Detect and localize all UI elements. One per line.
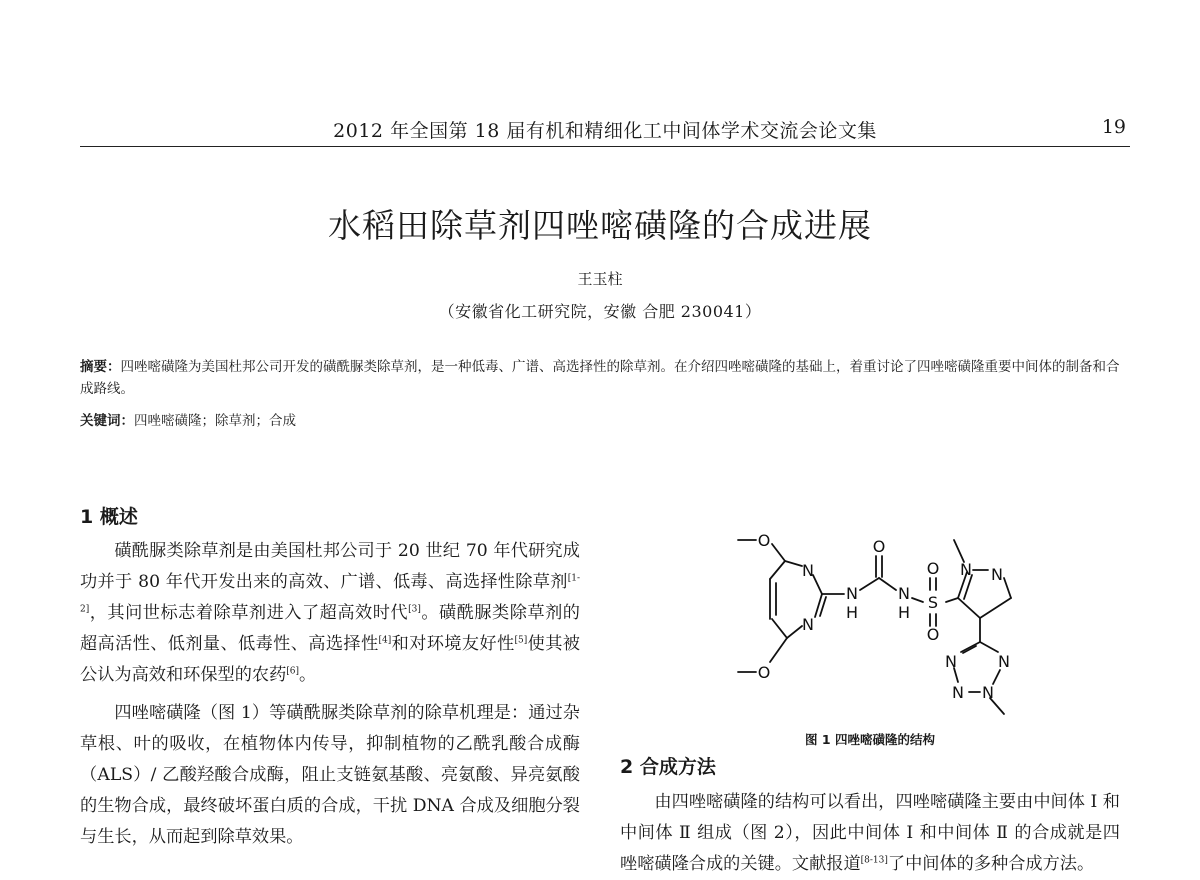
section-2-heading: 2 合成方法 — [620, 756, 716, 778]
article-title: 水稻田除草剂四唑嘧磺隆的合成进展 — [328, 206, 872, 245]
citation-ref[interactable]: [4] — [378, 635, 392, 646]
abstract-label: 摘要： — [80, 359, 121, 375]
atom-label: N — [802, 561, 814, 580]
atom-label: O — [926, 559, 940, 578]
citation-ref[interactable]: [8-13] — [860, 855, 888, 866]
citation-ref[interactable]: [1-2] — [80, 573, 580, 615]
tetrazolesulfuron-structure-figure — [736, 522, 1036, 722]
atom-label: N — [982, 683, 994, 702]
atom-label: H — [845, 603, 859, 622]
journal-title: 2012 年全国第 18 届有机和精细化工中间体学术交流会论文集 — [333, 120, 877, 142]
atom-label: O — [926, 625, 940, 644]
atom-label: N — [802, 615, 814, 634]
atom-label: O — [757, 663, 771, 682]
left-column — [80, 536, 580, 853]
atom-label: N — [846, 584, 858, 603]
page-number: 19 — [1101, 116, 1126, 138]
atom-label: N — [945, 652, 957, 671]
citation-ref[interactable]: [3] — [408, 604, 421, 615]
figure-1-caption: 图 1 四唑嘧磺隆的结构 — [805, 732, 935, 747]
author: 王玉柱 — [577, 270, 623, 288]
atom-label: H — [897, 603, 911, 622]
section-1-heading: 1 概述 — [80, 506, 138, 528]
atom-label: N — [952, 683, 964, 702]
atom-label: O — [757, 531, 771, 550]
affiliation: （安徽省化工研究院，安徽 合肥 230041） — [438, 302, 762, 321]
atom-label: S — [927, 593, 939, 612]
section-1-paragraph-2: 四唑嘧磺隆（图 1）等磺酰脲类除草剂的除草机理是：通过杂草根、叶的吸收，在植物体内传导，抑制植物的乙酰乳酸合成酶（ALS）/ 乙酸羟酸合成酶，阻止支链氨基酸、亮氨酸、异亮氨酸的生物合成，最终破坏蛋白质的合成，干扰 DNA 合成及细胞分裂与生长，从而起到除草效果。 — [80, 703, 580, 847]
running-header — [80, 112, 1130, 147]
keywords — [80, 410, 1120, 432]
atom-label: N — [960, 560, 972, 579]
keywords-label: 关键词： — [80, 413, 134, 429]
section-1-paragraph-1: 磺酰脲类除草剂是由美国杜邦公司于 20 世纪 70 年代研究成功并于 80 年代开发出来的高效、广谱、低毒、高选择性除草剂[1-2]，其问世标志着除草剂进入了超高效时代[3]。磺酰脲类除草剂的超高活性、低剂量、低毒性、高选择性[4]和对环境友好性[5]使其被公认为高效和环保型的农药[6]。 — [80, 541, 580, 685]
section-2-paragraph-1: 由四唑嘧磺隆的结构可以看出，四唑嘧磺隆主要由中间体 Ⅰ 和中间体 Ⅱ 组成（图 2），因此中间体 Ⅰ 和中间体 Ⅱ 的合成就是四唑嘧磺隆合成的关键。文献报道[8-13]了中间体的多种合成方法。 — [620, 792, 1120, 874]
abstract — [80, 356, 1120, 400]
atom-label: O — [872, 537, 886, 556]
keywords-text: 四唑嘧磺隆；除草剂；合成 — [134, 413, 296, 429]
right-column — [620, 787, 1120, 880]
atom-label: N — [898, 584, 910, 603]
atom-label: N — [991, 565, 1003, 584]
citation-ref[interactable]: [6] — [286, 666, 300, 677]
abstract-text: 四唑嘧磺隆为美国杜邦公司开发的磺酰脲类除草剂，是一种低毒、广谱、高选择性的除草剂。在介绍四唑嘧磺隆的基础上，着重讨论了四唑嘧磺隆重要中间体的制备和合成路线。 — [80, 359, 1120, 397]
citation-ref[interactable]: [5] — [514, 635, 528, 646]
atom-label: N — [998, 652, 1010, 671]
